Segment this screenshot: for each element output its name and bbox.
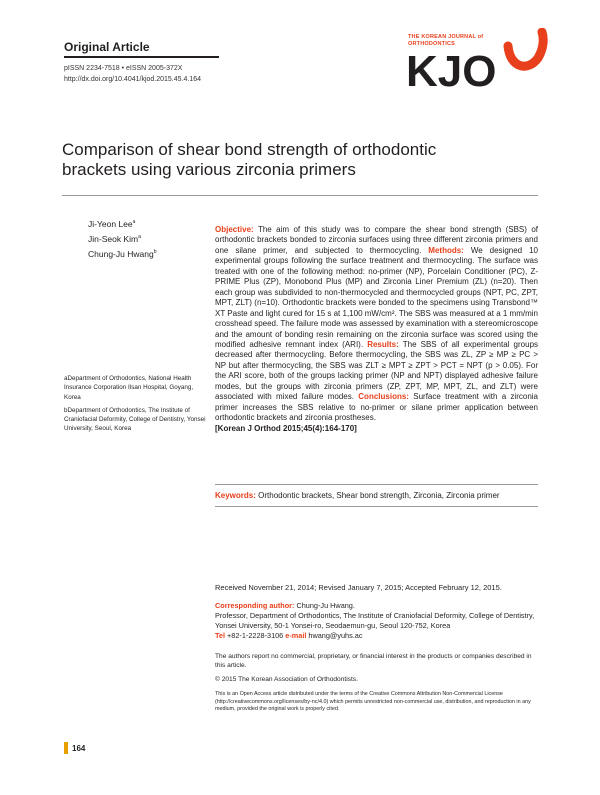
- keywords-text: Orthodontic brackets, Shear bond strength, Zirconia, Zirconia primer: [258, 491, 500, 500]
- results-text: The SBS of all experimental groups decreased after thermocycling. Before thermocycling, the SBS was ZL, ZP ≥ MP ≥ PC > NP but after thermocycling, the SBS was ZLT ≥ MPT ≥ ZPT > PCT = NPT (p > 0.05). For the ARI score, both of the groups lacking primer (NP and NPT) displayed adhesive failure modes, but the groups with zirconia primers (ZP, ZPT, MP, MPT, ZL, and ZLT) were associated with mixed failure modes.: [215, 339, 539, 402]
- conflict-of-interest: The authors report no commercial, proprietary, or financial interest in the products or companies described in this article.: [215, 653, 532, 669]
- corresponding-author-name: Chung-Ju Hwang.: [296, 601, 355, 610]
- email-label: e-mail: [285, 631, 307, 640]
- kjo-logo-text: KJO: [406, 47, 497, 92]
- title-line-1: Comparison of shear bond strength of orthodontic: [62, 140, 437, 159]
- affiliation: aDepartment of Orthodontics, National Health Insurance Corporation Ilsan Hospital, Goyang, Korea: [64, 375, 194, 401]
- received-dates: Received November 21, 2014; Revised January 7, 2015; Accepted February 12, 2015.: [215, 583, 502, 592]
- kjo-logo: [406, 28, 556, 92]
- author: Chung-Ju Hwang$^b$: [88, 248, 157, 259]
- page-number: 164: [72, 744, 86, 753]
- article-type-rule: [64, 56, 219, 58]
- author: Jin-Seok Kim$^a$: [88, 233, 141, 244]
- methods-label: Methods:: [428, 245, 464, 255]
- methods-text: We designed 10 experimental groups following the surface treatment and thermocycling. The surface was treated with one of the following method: no-primer (NP), Porcelain Conditioner (PC), Z-PRIME Plus (ZP), Monobond Plus (MP) and Zirconia Liner Premium (ZL) (n=20). Then each group was subdivided to non-thermocycled and thermocycled groups (NPT, PC, ZPT, MPT, ZLT) (n=10). Orthodontic brackets were bonded to the specimens using Transbond™ XT Paste and light cured for 15 s at 1,100 mW/cm². The SBS was measured at a 1 mm/min crosshead speed. The failure mode was assessed by examination with a stereomicroscope and the amount of bonding resin remaining on the zirconia surface was scored using the modified adhesive remnant index (ARI).: [215, 245, 538, 349]
- logo-swoosh-icon: [508, 32, 543, 66]
- title-line-2: brackets using various zirconia primers: [62, 160, 356, 179]
- affiliations: [64, 374, 206, 438]
- objective-label: Objective:: [215, 225, 254, 234]
- citation: [Korean J Orthod 2015;45(4):164-170]: [215, 423, 357, 433]
- issn-block: [64, 63, 201, 85]
- affiliation: bDepartment of Orthodontics, The Institute of Craniofacial Deformity, College of Dentistry, Yonsei University, Seoul, Korea: [64, 406, 206, 433]
- doi-link[interactable]: http://dx.doi.org/10.4041/kjod.2015.45.4.164: [64, 76, 201, 83]
- title-rule: [62, 195, 538, 196]
- journal-name-line1: THE KOREAN JOURNAL of: [408, 34, 484, 40]
- abstract: [215, 225, 538, 434]
- email-link[interactable]: hwang@yuhs.ac: [308, 631, 363, 640]
- issn-line: pISSN 2234-7518 • eISSN 2005-372X: [64, 65, 183, 72]
- keywords-label: Keywords:: [215, 491, 256, 500]
- keywords-rule: [215, 506, 538, 507]
- objective-text: The aim of this study was to compare the shear bond strength (SBS) of orthodontic brackets bonded to zirconia surfaces using three different zirconia primers and one silane primer, and subjected to thermocycling.: [215, 225, 538, 255]
- conclusions-text: Surface treatment with a zirconia primer increases the SBS relative to no-primer or silane primer application between orthodontic brackets and zirconia prostheses.: [215, 392, 538, 423]
- article-type: Original Article: [64, 40, 150, 54]
- tel-label: Tel: [215, 631, 226, 640]
- keywords: [215, 491, 538, 501]
- journal-name-line2: ORTHODONTICS: [408, 41, 456, 47]
- correspondence: [215, 601, 538, 641]
- corresponding-author-address: Professor, Department of Orthodontics, The Institute of Craniofacial Deformity, College of Dentistry, Yonsei University, 50-1 Yonsei-ro, Seodaemun-gu, Seoul 120-752, Korea: [215, 611, 535, 630]
- conclusions-label: Conclusions:: [358, 392, 409, 402]
- article-title: [62, 140, 532, 180]
- copyright: © 2015 The Korean Association of Orthodontists.: [215, 676, 358, 683]
- corresponding-author-label: Corresponding author:: [215, 601, 295, 610]
- page-number-marker: [64, 742, 68, 754]
- author-list: [88, 216, 156, 260]
- results-label: Results:: [367, 339, 399, 349]
- author: Ji-Yeon Lee$^a$: [88, 218, 136, 229]
- license-note: This is an Open Access article distributed under the terms of the Creative Commons Attribution Non-Commercial License (http://creativecommons.org/licenses/by-nc/4.0) which permits unrestricted non-commercial use, distribution, and reproduction in any medium, provided the original work is properly cited.: [215, 691, 531, 713]
- abstract-rule: [215, 484, 538, 485]
- tel-number: +82-1-2228-3106: [227, 631, 284, 640]
